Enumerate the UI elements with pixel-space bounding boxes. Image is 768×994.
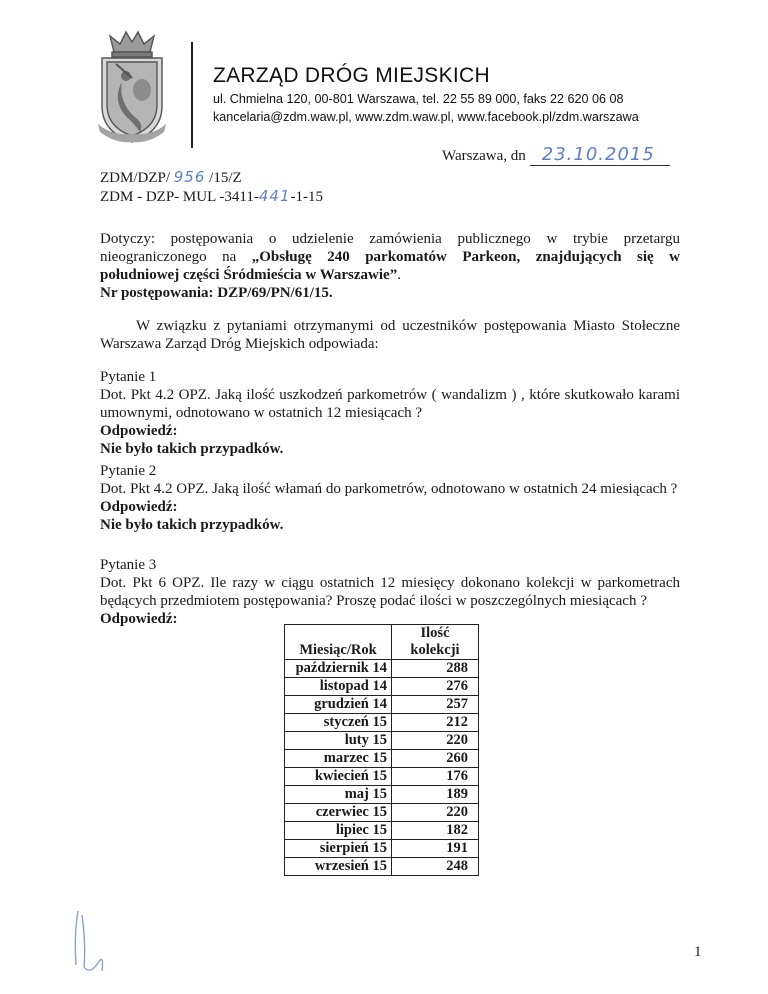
- procedure-number: [100, 284, 680, 302]
- count-cell: 276: [392, 678, 479, 696]
- month-cell: maj 15: [285, 786, 392, 804]
- ref-suffix: -1-15: [290, 189, 324, 205]
- count-cell: 257: [392, 696, 479, 714]
- place-and-date: [442, 144, 670, 166]
- month-cell: luty 15: [285, 732, 392, 750]
- answer-label: Odpowiedź:: [100, 423, 178, 439]
- table-row: [285, 678, 479, 696]
- table-row: [285, 714, 479, 732]
- month-cell: kwiecień 15: [285, 768, 392, 786]
- initials-signature-icon: [62, 905, 112, 975]
- contact-line: kancelaria@zdm.waw.pl, www.zdm.waw.pl, www.facebook.pl/zdm.warszawa: [213, 110, 639, 124]
- count-cell: 248: [392, 858, 479, 876]
- address-line: ul. Chmielna 120, 00-801 Warszawa, tel. 22 55 89 000, faks 22 620 06 08: [213, 92, 624, 106]
- count-cell: 220: [392, 732, 479, 750]
- procedure-number-text: Nr postępowania: DZP/69/PN/61/15.: [100, 285, 333, 301]
- question-heading: Pytanie 3: [100, 557, 157, 573]
- collections-table: [284, 624, 479, 876]
- table-row: [285, 732, 479, 750]
- question-block: [100, 556, 680, 628]
- count-cell: 189: [392, 786, 479, 804]
- column-header-count: [392, 625, 479, 660]
- answer-label: Odpowiedź:: [100, 611, 178, 627]
- subject-title: południowej części Śródmieścia w Warszawie”: [100, 267, 398, 283]
- question-block: [100, 462, 680, 534]
- count-cell: 260: [392, 750, 479, 768]
- subject-line: Dotyczy: postępowania o udzielenie zamówienia publicznego w trybie przetargu: [100, 231, 680, 247]
- count-cell: 288: [392, 660, 479, 678]
- question-text: Dot. Pkt 4.2 OPZ. Jaką ilość uszkodzeń parkometrów ( wandalizm ) , które skutkowało karami umownymi, odnotowano w ostatnich 12 miesiącach ?: [100, 387, 680, 421]
- answer-label: Odpowiedź:: [100, 499, 178, 515]
- table-row: [285, 858, 479, 876]
- answer-text: Nie było takich przypadków.: [100, 517, 284, 533]
- column-header-label: Miesiąc/Rok: [299, 642, 377, 658]
- subject-text: .: [397, 267, 401, 283]
- organization-name: ZARZĄD DRÓG MIEJSKICH: [213, 64, 490, 87]
- count-cell: 182: [392, 822, 479, 840]
- table-row: [285, 750, 479, 768]
- month-cell: grudzień 14: [285, 696, 392, 714]
- header-divider: [191, 42, 193, 148]
- month-cell: styczeń 15: [285, 714, 392, 732]
- question-text: Dot. Pkt 6 OPZ. Ile razy w ciągu ostatnich 12 miesięcy dokonano kolekcji w parkometrach będących przedmiotem postępowania? Proszę podać ilości w poszczególnych miesiącach ?: [100, 575, 680, 609]
- question-heading: Pytanie 1: [100, 369, 157, 385]
- handwritten-date: 23.10.2015: [541, 144, 655, 165]
- table-header-row: [285, 625, 479, 660]
- month-cell: listopad 14: [285, 678, 392, 696]
- table-row: [285, 786, 479, 804]
- ref-handwritten-number: 441: [258, 187, 291, 205]
- table-row: [285, 768, 479, 786]
- subject-block: [100, 230, 680, 302]
- intro-paragraph: [100, 317, 680, 353]
- place-label: Warszawa, dn: [442, 148, 526, 164]
- intro-text: W związku z pytaniami otrzymanymi od uczestników postępowania Miasto Stołeczne Warszawa Zarząd Dróg Miejskich odpowiada:: [100, 318, 680, 352]
- count-cell: 191: [392, 840, 479, 858]
- table-row: [285, 822, 479, 840]
- question-text: Dot. Pkt 4.2 OPZ. Jaką ilość włamań do parkometrów, odnotowano w ostatnich 24 miesiącach ?: [100, 481, 678, 497]
- reference-number-2: [100, 187, 323, 206]
- ref-prefix: ZDM/DZP/: [100, 170, 171, 186]
- ref-handwritten-number: 956: [173, 168, 206, 186]
- subject-line: [100, 248, 680, 266]
- month-cell: marzec 15: [285, 750, 392, 768]
- question-block: [100, 368, 680, 458]
- warsaw-coat-of-arms-icon: [92, 28, 172, 146]
- ref-prefix: ZDM - DZP- MUL -3411-: [100, 189, 259, 205]
- table-row: [285, 804, 479, 822]
- month-cell: sierpień 15: [285, 840, 392, 858]
- table-row: [285, 696, 479, 714]
- subject-line: [100, 266, 680, 284]
- count-cell: 176: [392, 768, 479, 786]
- month-cell: czerwiec 15: [285, 804, 392, 822]
- count-cell: 212: [392, 714, 479, 732]
- month-cell: lipiec 15: [285, 822, 392, 840]
- column-header-month: [285, 625, 392, 660]
- ref-suffix: /15/Z: [209, 170, 242, 186]
- reference-number-1: [100, 168, 242, 187]
- date-line: [530, 144, 670, 166]
- table-row: [285, 660, 479, 678]
- month-cell: październik 14: [285, 660, 392, 678]
- table-body: [285, 660, 479, 876]
- column-header-label: kolekcji: [410, 642, 460, 658]
- count-cell: 220: [392, 804, 479, 822]
- column-header-label: Ilość: [420, 625, 450, 641]
- question-heading: Pytanie 2: [100, 463, 157, 479]
- page-number: 1: [694, 944, 702, 960]
- month-cell: wrzesień 15: [285, 858, 392, 876]
- subject-text: nieograniczonego na: [100, 249, 252, 265]
- answer-text: Nie było takich przypadków.: [100, 441, 284, 457]
- subject-title: „Obsługę 240 parkomatów Parkeon, znajdujących się w: [251, 249, 681, 265]
- table-row: [285, 840, 479, 858]
